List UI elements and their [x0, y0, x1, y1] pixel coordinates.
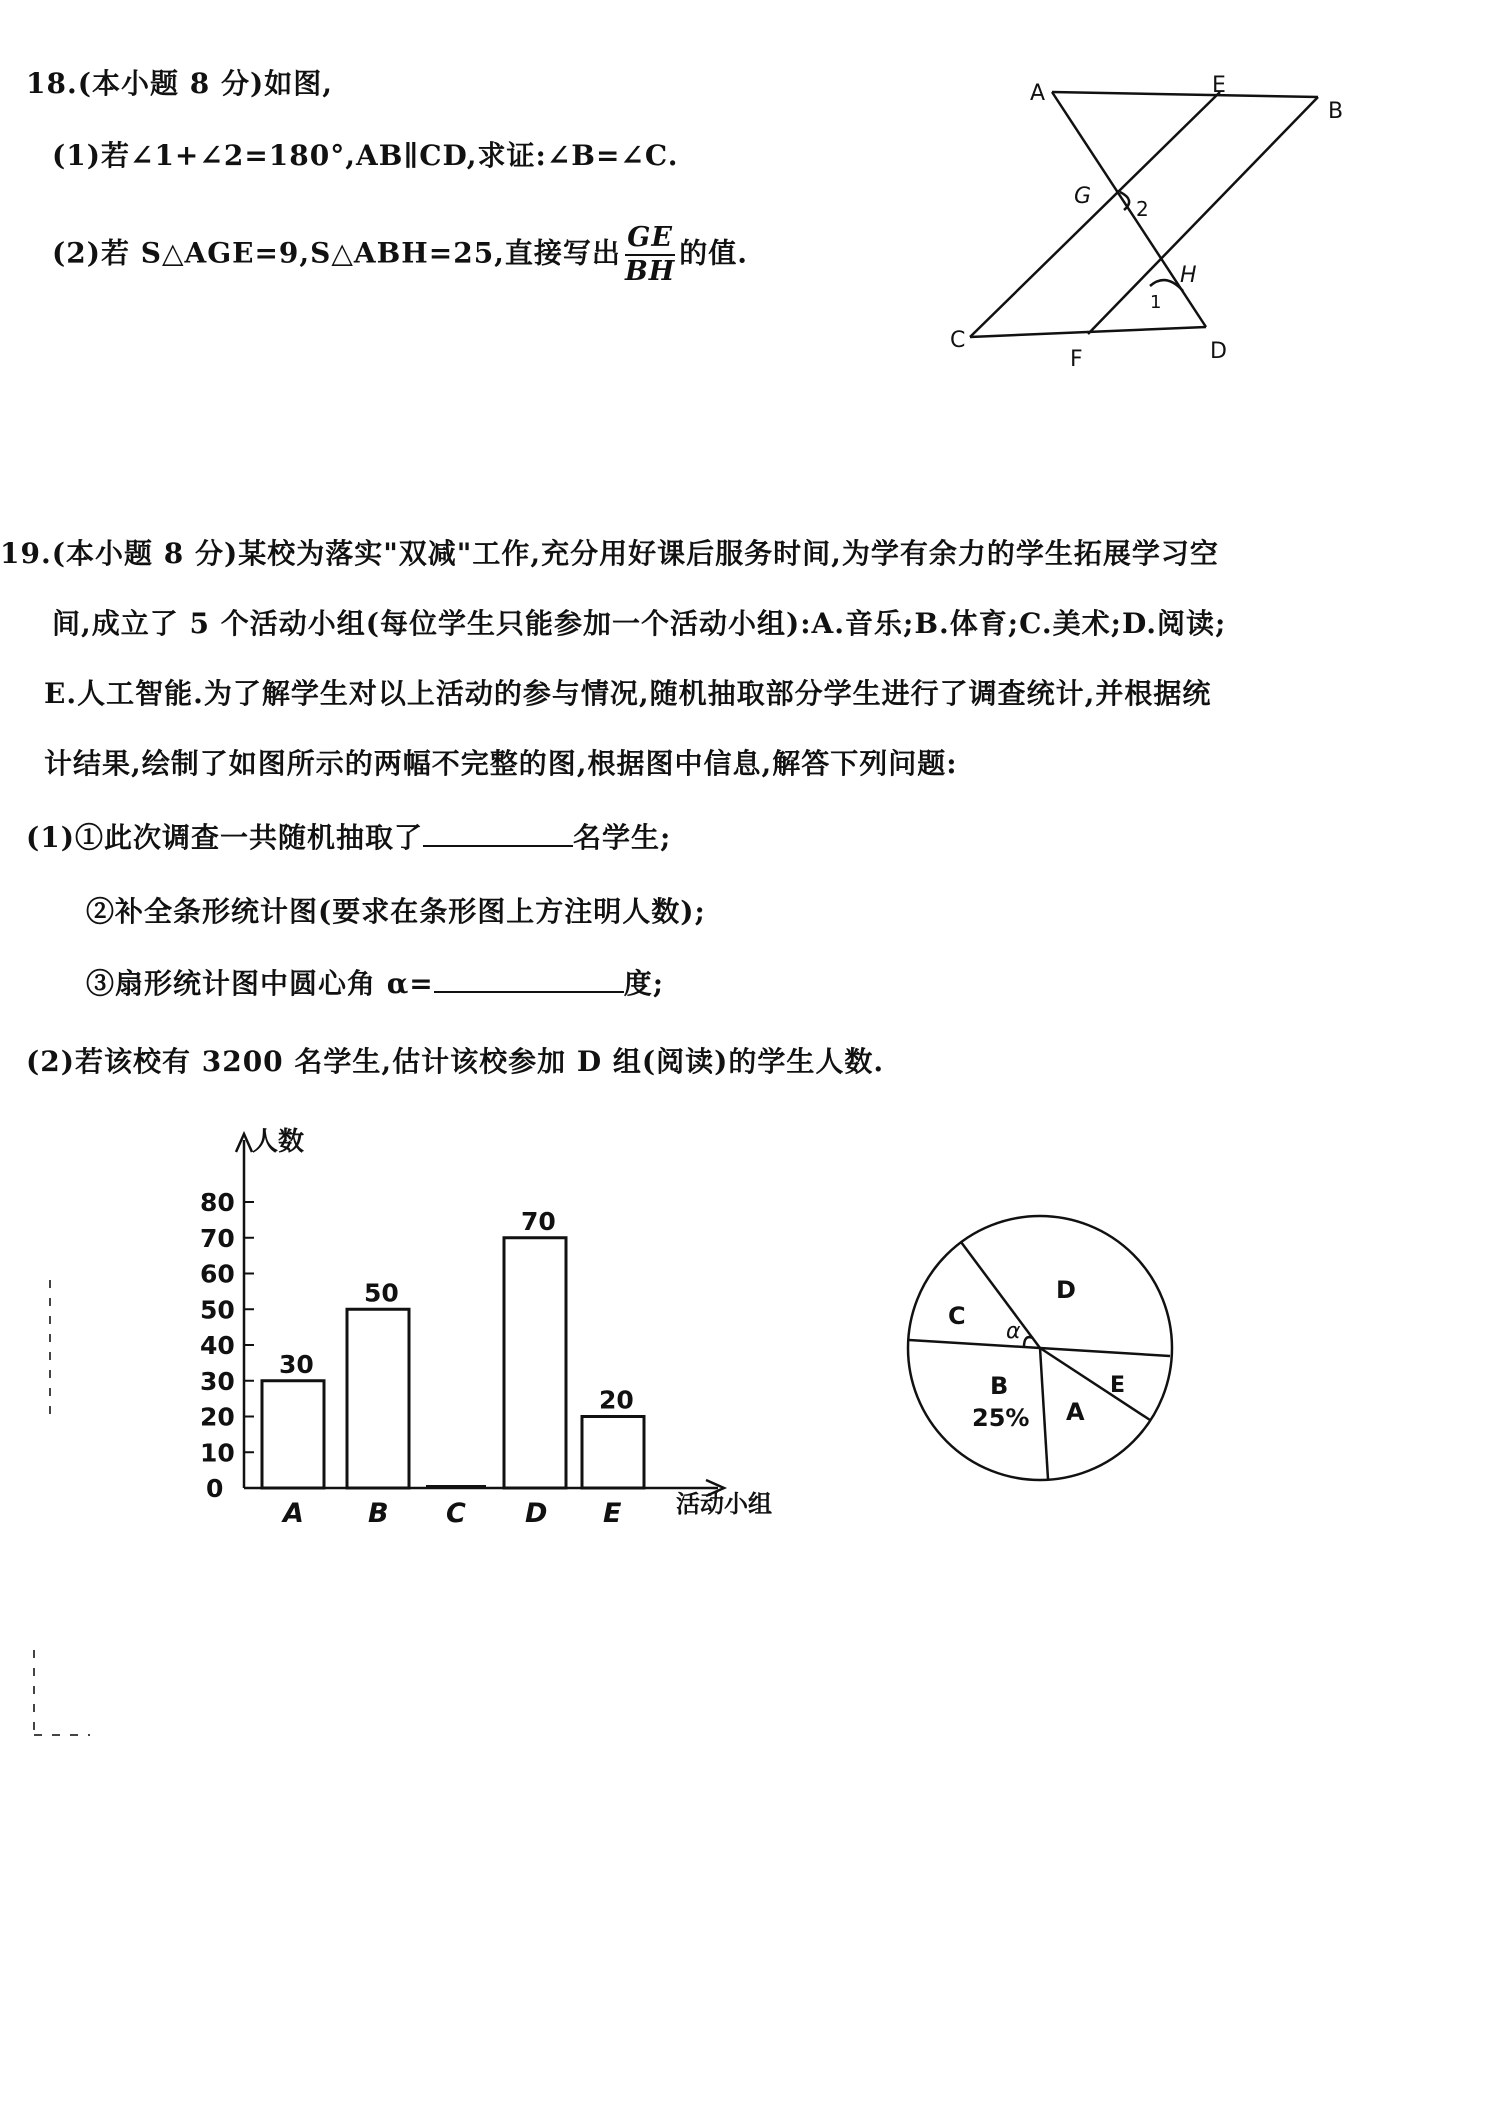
bar-value-label-D: 70 — [521, 1206, 556, 1236]
y-axis-label: 人数 — [252, 1127, 305, 1157]
bar-value-label-B: 50 — [364, 1278, 399, 1308]
q19-line1: 19.(本小题 8 分)某校为落实"双减"工作,充分用好课后服务时间,为学有余力的学生拓展学习空 — [0, 537, 1219, 570]
q19-sub1-b: ②补全条形统计图(要求在条形图上方注明人数); — [86, 895, 706, 928]
x-category-label-E: E — [603, 1498, 622, 1529]
q19-line2: 间,成立了 5 个活动小组(每位学生只能参加一个活动小组):A.音乐;B.体育;C.美术;D.阅读; — [52, 607, 1227, 640]
x-category-label-D: D — [525, 1498, 548, 1529]
q19-sub1-c-suffix: 度; — [623, 967, 665, 1000]
label-D: D — [1210, 339, 1227, 364]
label-B: B — [1328, 99, 1344, 124]
label-angle-1: 1 — [1150, 292, 1162, 313]
q19-sub1-a-prefix: (1)①此次调查一共随机抽取了 — [26, 821, 423, 854]
label-A: A — [1030, 81, 1046, 106]
pie-label-C: C — [948, 1302, 966, 1330]
fraction-denominator: BH — [624, 256, 676, 287]
fraction-numerator: GE — [625, 222, 675, 256]
y-tick-label: 0 — [206, 1474, 224, 1503]
y-tick-label: 80 — [200, 1188, 235, 1217]
x-category-label-C: C — [446, 1498, 466, 1529]
q18-part1: (1)若∠1+∠2=180°,AB∥CD,求证:∠B=∠C. — [52, 139, 679, 172]
q18-header: 18.(本小题 8 分)如图, — [26, 67, 333, 100]
q18-part2-suffix: 的值. — [679, 236, 749, 270]
pie-label-E: E — [1110, 1373, 1126, 1398]
q19-line4: 计结果,绘制了如图所示的两幅不完整的图,根据图中信息,解答下列问题: — [44, 747, 958, 780]
label-H: H — [1180, 263, 1197, 288]
pie-label-B: B — [990, 1372, 1009, 1400]
pie-label-D: D — [1056, 1276, 1076, 1304]
pie-label-A: A — [1066, 1398, 1085, 1426]
q19-sub2: (2)若该校有 3200 名学生,估计该校参加 D 组(阅读)的学生人数. — [26, 1045, 885, 1078]
label-angle-2: 2 — [1136, 197, 1149, 221]
y-tick-label: 40 — [200, 1331, 235, 1360]
label-G: G — [1074, 184, 1092, 209]
pie-label-B-percent: 25% — [972, 1404, 1030, 1432]
y-tick-label: 50 — [200, 1295, 235, 1325]
label-F: F — [1070, 347, 1083, 372]
bar-value-label-A: 30 — [279, 1349, 314, 1379]
q18-part2-prefix: (2)若 S△AGE=9,S△ABH=25,直接写出 — [52, 236, 621, 270]
x-category-label-B: B — [368, 1498, 389, 1529]
y-tick-label: 70 — [200, 1223, 235, 1253]
y-tick-label: 30 — [200, 1366, 235, 1396]
label-C: C — [950, 328, 966, 353]
label-E: E — [1212, 73, 1226, 98]
y-tick-label: 60 — [200, 1259, 235, 1289]
q19-sub1-a-suffix: 名学生; — [572, 821, 672, 854]
pie-label-alpha: α — [1006, 1319, 1021, 1344]
y-tick-label: 20 — [200, 1402, 235, 1432]
x-axis-label: 活动小组 — [676, 1490, 772, 1518]
bar-value-label-E: 20 — [599, 1385, 634, 1415]
q19-line3: E.人工智能.为了解学生对以上活动的参与情况,随机抽取部分学生进行了调查统计,并根据统 — [44, 677, 1212, 710]
q19-sub1-c-prefix: ③扇形统计图中圆心角 α= — [86, 967, 434, 1000]
x-category-label-A: A — [283, 1498, 304, 1529]
y-tick-label: 10 — [200, 1438, 235, 1468]
